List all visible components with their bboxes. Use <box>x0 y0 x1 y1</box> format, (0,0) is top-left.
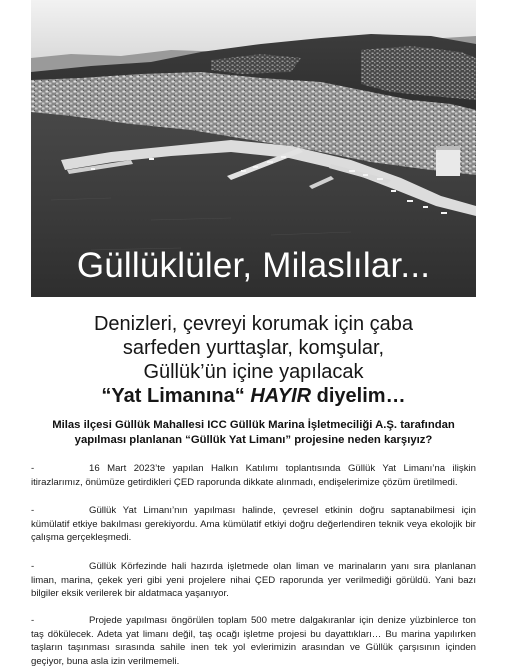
slogan-line-3: Güllük’ün içine yapılacak <box>143 361 364 383</box>
slogan-line-4-suffix: diyelim… <box>311 385 406 407</box>
paragraph-dash: - <box>31 561 35 572</box>
paragraph-1 <box>31 462 476 489</box>
hero-photo <box>31 0 476 297</box>
question-heading <box>31 418 476 448</box>
paragraph-text: Projede yapılması öngörülen toplam 500 metre dalgakıranlar için denize yüzbinlerce ton taş dökülecek. Adeta yat limanı değil, taş ocağı işletme projesi bu dayattıkları… Bu marina yapılırken taşların taşınması sırasında sahile inen tek yol evlerimizin arasından ve Güllük çarşısının içinden geçiyor, buna asla izin verilmemeli. <box>31 615 476 667</box>
slogan-line-4-emphasis: HAYIR <box>250 385 312 407</box>
slogan-line-4 <box>31 384 476 408</box>
paragraph-text: Güllük Yat Limanı’nın yapılması halinde, çevresel etkinin doğru saptanabilmesi için kümülatif etkiye bakılması gerekiyordu. Ama kümülatif etkiyi doğru değerlendiren teknik veya ekolojik bir çalışma gerçekleşmedi. <box>31 505 476 544</box>
paragraph-dash: - <box>31 463 35 474</box>
hero-title: Güllüklüler, Milaslılar... <box>76 246 431 285</box>
question-line-1: Milas ilçesi Güllük Mahallesi ICC Güllük Marina İşletmeciliği A.Ş. tarafından <box>52 419 455 431</box>
paragraph-dash: - <box>31 615 35 626</box>
paragraph-text: 16 Mart 2023’te yapılan Halkın Katılımı toplantısında Güllük Yat Limanı’na ilişkin itirazlarımız, önümüze getirdikleri ÇED raporunda dikkate alınmadı, endişelerimize çözüm üretilmedi. <box>31 463 476 488</box>
slogan-line-4-prefix: “Yat Limanına“ <box>101 385 251 407</box>
paragraph-2 <box>31 504 476 545</box>
slogan-line-2: sarfeden yurttaşlar, komşular, <box>122 337 385 359</box>
paragraph-dash: - <box>31 505 35 516</box>
question-line-2: yapılması planlanan “Güllük Yat Limanı” projesine neden karşıyız? <box>74 434 433 446</box>
paragraph-text: Güllük Körfezinde hali hazırda işletmede olan liman ve marinaların yanı sıra planlanan liman, marina, çekek yeri gibi yeni projelere nihai ÇED raporunda yer verilmediği görüldü. Yani bazı bilgiler eksik verilerek bir aldatmaca yaşanıyor. <box>31 561 476 600</box>
slogan-line-1: Denizleri, çevreyi korumak için çaba <box>93 313 413 335</box>
paragraph-3 <box>31 560 476 601</box>
slogan-block <box>31 312 476 408</box>
